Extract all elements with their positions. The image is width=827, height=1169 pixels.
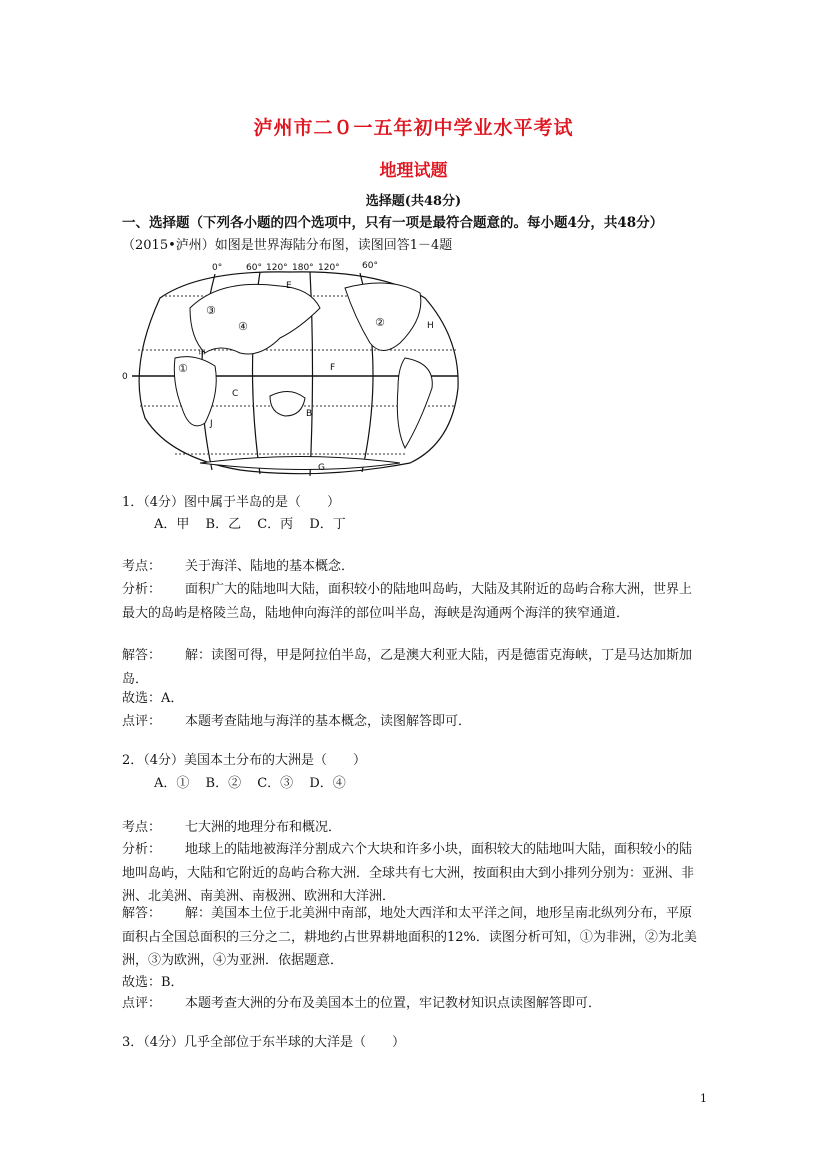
map-marker: F [330,363,336,373]
q2-jieda-label: 解答： [122,906,162,921]
q2-option-d: D．④ [309,776,346,791]
part-heading: 选择题(共48分) [365,194,462,209]
q1-option-a: A．甲 [154,517,190,532]
q2-jieda [122,902,702,973]
q1-stem: 1．（4分）图中属于半岛的是（ ） [122,495,341,510]
q2-options [154,775,358,792]
q1-dianping [122,710,702,734]
q1-option-c: C．丙 [257,517,294,532]
page-number: 1 [700,1092,707,1105]
q1-dianping-label: 点评： [122,714,162,729]
q2-fenxi-label: 分析： [122,842,162,857]
map-marker: 甲 [198,349,206,358]
q3-stem: 3．（4分）几乎全部位于东半球的大洋是（ ） [122,1035,406,1050]
map-equator-label: 0 [122,372,128,382]
map-marker: G [318,463,325,473]
q2-stem: 2．（4分）美国本土分布的大洲是（ ） [122,753,367,768]
q1-option-d: D．丁 [309,517,346,532]
map-lon-label: 120° [266,263,288,273]
map-marker: C [232,389,239,399]
south-america-land [397,358,432,448]
map-marker: E [286,281,292,291]
map-lon-label: 60° [362,261,378,271]
q2-dianping [122,992,702,1016]
exam-title: 泸州市二０一五年初中学业水平考试 [253,117,574,139]
q2-guxuan: 故选：B． [122,975,184,990]
map-lon-label: 60° [246,263,262,273]
q2-dianping-text: 本题考查大洲的分布及美国本土的位置，牢记教材知识点读图解答即可． [185,996,602,1011]
map-marker: ② [375,316,385,329]
map-lon-label: 180° [292,263,314,273]
q1-option-b: B．乙 [205,517,242,532]
q2-option-b: B．② [205,776,242,791]
q1-kaodian-label: 考点： [122,559,162,574]
map-marker: H [427,321,434,331]
q1-jieda-label: 解答： [122,648,162,663]
eurasia-land [190,284,320,354]
map-marker: ③ [206,304,216,317]
world-map-figure [120,258,465,483]
question-intro: （2015•泸州）如图是世界海陆分布图，读图回答1－4题 [122,238,453,253]
q1-kaodian [122,555,702,579]
map-marker: ① [178,362,188,375]
q1-jieda [122,644,702,691]
section-heading: 一、选择题（下列各小题的四个选项中，只有一项是最符合题意的。每小题4分，共48分） [122,215,664,231]
q1-fenxi-label: 分析： [122,582,162,597]
australia-land [270,391,305,416]
q2-kaodian [122,816,702,840]
q2-fenxi-text: 地球上的陆地被海洋分割成六个大块和许多小块，面积较大的陆地叫大陆，面积较小的陆地叫岛屿，大陆和它附近的岛屿合称大洲．全球共有七大洲，按面积由大到小排列分别为：亚洲、非洲、北美洲、南美洲、南极洲、欧洲和大洋洲． [122,842,695,904]
q2-kaodian-text: 七大洲的地理分布和概况． [185,820,342,835]
exam-subtitle: 地理试题 [379,161,448,181]
q1-guxuan: 故选：A． [122,691,184,706]
q1-fenxi-text: 面积广大的陆地叫大陆，面积较小的陆地叫岛屿，大陆及其附近的岛屿合称大洲，世界上最大的岛屿是格陵兰岛，陆地伸向海洋的部位叫半岛，海峡是沟通两个海洋的狭窄通道． [122,582,693,621]
q2-option-c: C．③ [257,776,294,791]
q1-dianping-text: 本题考查陆地与海洋的基本概念，读图解答即可． [185,714,472,729]
q1-options [154,516,358,533]
q2-fenxi [122,838,702,909]
q2-jieda-text: 解：美国本土位于北美洲中南部，地处大西洋和太平洋之间，地形呈南北纵列分布，平原面积占全国总面积的三分之二，耕地约占世界耕地面积的12%．读图分析可知，①为非洲，②为北美洲，③为欧洲，④为亚洲．依据题意． [122,906,697,968]
map-marker: ④ [238,320,248,333]
q1-kaodian-text: 关于海洋、陆地的基本概念． [185,559,355,574]
q2-dianping-label: 点评： [122,996,162,1011]
map-marker: J [210,419,213,429]
q2-kaodian-label: 考点： [122,820,162,835]
q1-jieda-text: 解：读图可得，甲是阿拉伯半岛，乙是澳大利亚大陆，丙是德雷克海峡，丁是马达加斯加岛． [122,648,693,687]
q2-option-a: A．① [154,776,190,791]
map-marker: B [306,409,313,419]
map-lon-label: 0° [212,263,223,273]
map-lon-label: 120° [318,263,340,273]
q1-fenxi [122,578,702,625]
